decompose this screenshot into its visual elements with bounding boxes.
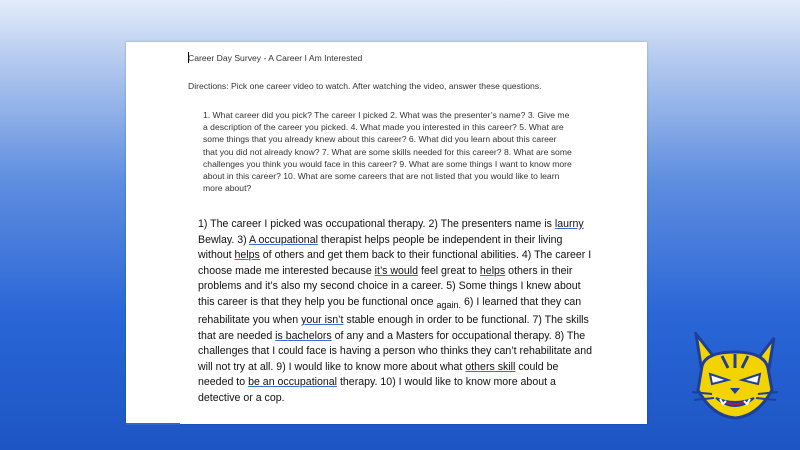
grammar-flag: others skill (465, 360, 516, 373)
questions-list: 1. What career did you pick? The career I picked 2. What was the presenter’s name? 3. Give me a description of the career you picked. 4. What made you interested in this career? 5. What are some things that you already knew about this career? 6. What did you learn about this career that you did not already know? 7. What are some skills needed for this career? 8. What are some challenges you think you would face in this career? 9. What are some things I want to know more about in this career? 10. What are some careers that are not listed that you would like to learn more about? (203, 110, 572, 194)
grammar-flag: your isn’t (301, 314, 344, 326)
wildcat-mascot-icon (688, 332, 782, 422)
grammar-flag: helps (234, 249, 260, 261)
grammar-flag: helps (479, 264, 506, 277)
grammar-flag: be an occupational (248, 376, 338, 388)
document-title: Career Day Survey - A Career I Am Interested (188, 53, 363, 63)
answer-paragraph: 1) The career I picked was occupational therapy. 2) The presenters name is laurny Bewlay. 3) A occupational therapist helps people be independent in their living without helps of others and get them back to their functional abilities. 4) The career I choose made me interested because it’s would feel great to helps others in their problems and it’s also my second choice in a career. 5) Some things I knew about this career is that they help you be functional once $_{again.}$ 6) I learned that they can rehabilitate you when your isn’t stable enough in order to be functional. 7) The skills that are needed is bachelors of any and a Masters for occupational therapy. 8) The challenges that I could face is having a person who thinks they can’t rehabilitate and will not try at all. 9) I would like to know more about what others skill could be needed to be an occupational therapy. 10) I would like to know more about a detective or a cop. (198, 218, 592, 404)
grammar-flag: it’s would (374, 264, 419, 277)
directions-text: Directions: Pick one career video to watch. After watching the video, answer these questions. (188, 81, 542, 91)
grammar-flag: A occupational (249, 233, 318, 246)
spelling-flag: laurny (554, 218, 584, 230)
page-edge (126, 423, 180, 425)
document-page (126, 42, 647, 424)
grammar-flag: is bachelors (275, 329, 332, 342)
